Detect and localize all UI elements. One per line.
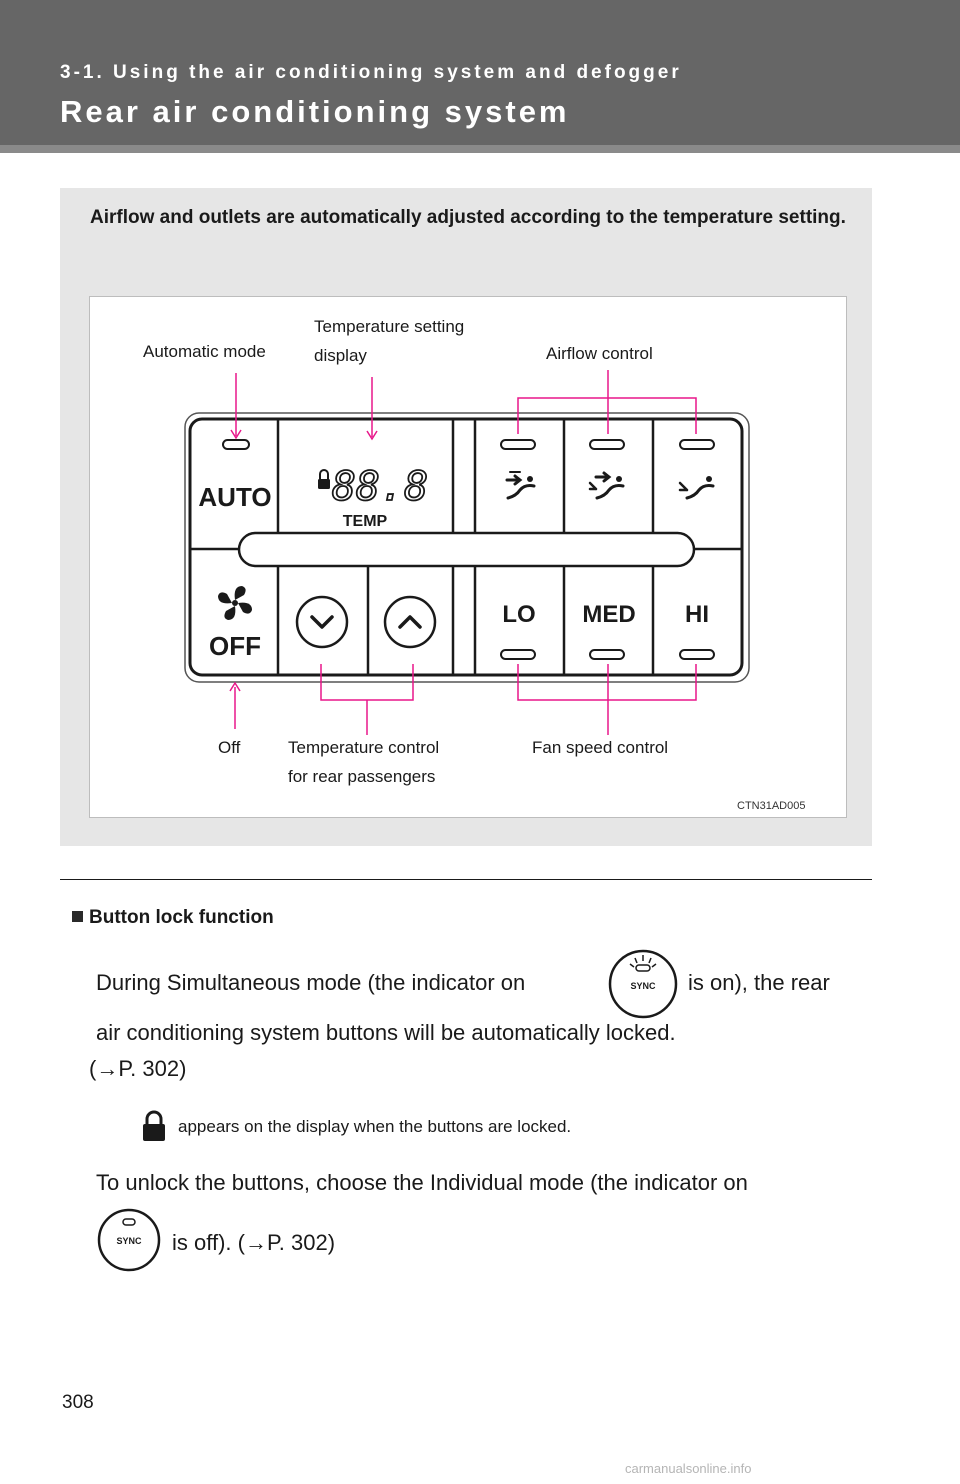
auto-button[interactable]: AUTO (198, 482, 272, 512)
lock-paragraph-1-ref: (→P. 302) (89, 1056, 187, 1081)
off-button[interactable]: OFF (209, 631, 261, 661)
page-title: Rear air conditioning system (60, 94, 570, 129)
callout-temp-control-1: Temperature control (288, 738, 440, 757)
temp-up-button[interactable] (385, 597, 435, 647)
figure-code: CTN31AD005 (737, 800, 806, 812)
control-panel-illustration (90, 297, 846, 817)
sync-on-icon (606, 947, 680, 1021)
control-panel-diagram (89, 296, 847, 818)
panel-center-bar (239, 533, 694, 566)
callout-fan-speed: Fan speed control (532, 738, 669, 757)
square-bullet-icon (72, 911, 83, 922)
fan-med-button[interactable]: MED (582, 601, 636, 628)
watermark: carmanualsonline.info (625, 1461, 752, 1476)
svg-text:SYNC: SYNC (116, 1236, 142, 1246)
chapter-header (0, 0, 960, 146)
section-rule (60, 879, 872, 880)
lock-note: appears on the display when the buttons are locked. (178, 1117, 572, 1136)
auto-indicator (223, 440, 249, 449)
callout-temp-control-2: for rear passengers (288, 767, 436, 786)
callout-automatic-mode: Automatic mode (143, 342, 266, 361)
svg-text:SYNC: SYNC (630, 981, 656, 991)
lock-paragraph-1c: air conditioning system buttons will be automatically locked. (96, 1020, 676, 1045)
temp-display-digits: 88.8 (331, 464, 429, 510)
lock-paragraph-1b: is on), the rear (688, 970, 830, 995)
fan-hi-button[interactable]: HI (685, 601, 709, 628)
callout-airflow-control: Airflow control (546, 344, 653, 363)
temp-label: TEMP (342, 513, 388, 530)
button-lock-heading: Button lock function (72, 907, 274, 929)
callout-temp-display-2: display (314, 346, 367, 365)
intro-text: Airflow and outlets are automatically adjusted according to the temperature setting. (90, 207, 846, 228)
lock-paragraph-1a: During Simultaneous mode (the indicator on (96, 970, 526, 995)
page-number: 308 (62, 1392, 94, 1413)
callout-off: Off (218, 738, 241, 757)
sync-off-icon (96, 1207, 162, 1273)
fan-lo-button[interactable]: LO (502, 601, 536, 628)
lock-icon (141, 1110, 167, 1142)
callout-temp-display-1: Temperature setting (314, 317, 465, 336)
temp-down-button[interactable] (297, 597, 347, 647)
header-divider (0, 145, 960, 153)
unlock-paragraph-line2: is off). (→P. 302) (172, 1230, 336, 1255)
unlock-paragraph-line1: To unlock the buttons, choose the Individual mode (the indicator on (96, 1170, 748, 1195)
section-label: 3-1. Using the air conditioning system and defogger (60, 62, 682, 83)
